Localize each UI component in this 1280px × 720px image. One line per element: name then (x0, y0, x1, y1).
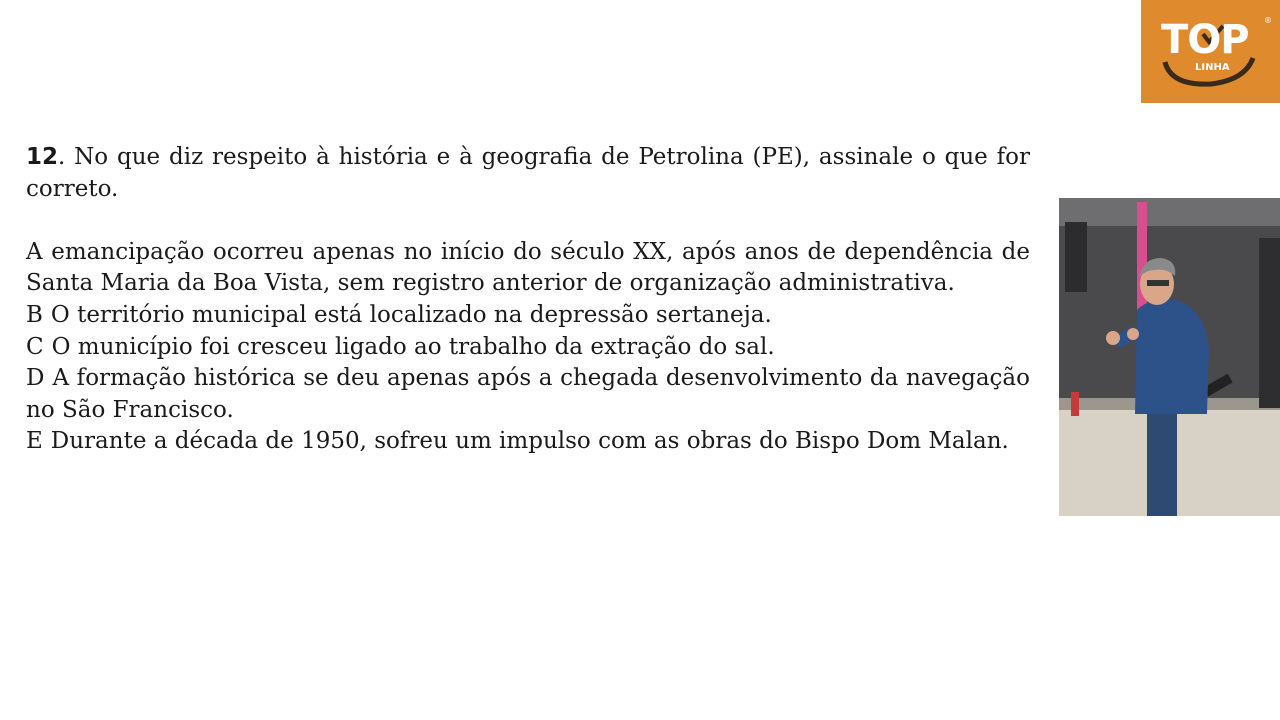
registered-mark: ® (1264, 16, 1272, 25)
brand-logo (1141, 0, 1280, 103)
option-d (26, 363, 1030, 426)
logo-text: TOP (1161, 17, 1249, 63)
logo-subtext: LINHA (1195, 62, 1230, 73)
option-c (26, 332, 1030, 364)
option-e (26, 426, 1030, 458)
option-d-text: A formação histórica se deu apenas após a chegada desenvolvimento da navegação no São Francisco. (26, 365, 1030, 423)
option-b-text: O território municipal está localizado na depressão sertaneja. (50, 301, 772, 328)
spacer (26, 205, 1030, 237)
presenter-video (1059, 198, 1280, 516)
option-c-text: O município foi cresceu ligado ao trabalho da extração do sal. (51, 333, 775, 360)
option-b (26, 300, 1030, 332)
question-block (26, 142, 1030, 458)
option-e-letter: E (26, 428, 43, 455)
option-d-letter: D (26, 365, 45, 392)
presenter-scene (1059, 198, 1280, 516)
question-stem-text: . No que diz respeito à história e à geografia de Petrolina (PE), assinale o que for correto. (26, 144, 1030, 202)
option-a-text: A emancipação ocorreu apenas no início do século XX, após anos de dependência de Santa Maria da Boa Vista, sem registro anterior de organização administrativa. (26, 238, 1030, 297)
option-c-letter: C (26, 333, 44, 360)
option-b-letter: B (26, 301, 43, 328)
question-stem (26, 142, 1030, 205)
option-a (26, 237, 1030, 300)
option-e-text: Durante a década de 1950, sofreu um impulso com as obras do Bispo Dom Malan. (50, 428, 1009, 455)
question-number: 12 (26, 144, 59, 170)
